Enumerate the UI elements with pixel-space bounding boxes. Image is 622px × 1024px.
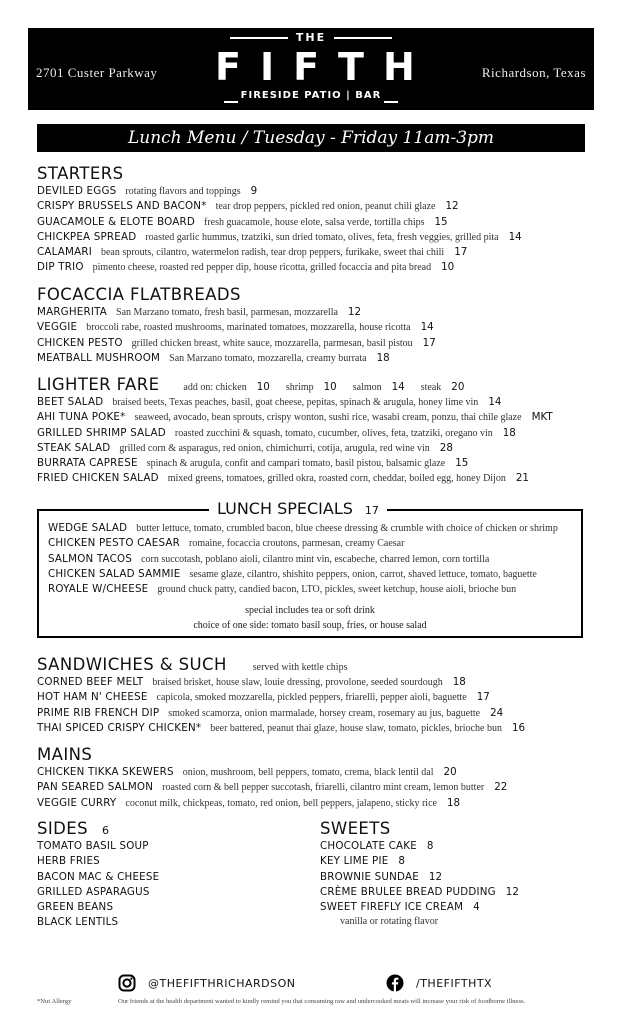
item-price: 14: [508, 230, 522, 243]
menu-item: [320, 870, 519, 885]
mains-section: [37, 745, 507, 811]
item-price: 18: [502, 426, 516, 439]
item-price: 22: [494, 781, 508, 794]
item-price: 18: [446, 796, 461, 809]
addon-price: 10: [256, 381, 270, 393]
menu-item: [37, 230, 522, 245]
sides-list: [37, 839, 159, 931]
item-description: capicola, smoked mozzarella, pickled peppers, friarelli, pepper aioli, baguette: [156, 692, 467, 704]
item-description: corn succotash, poblano aioli, cilantro mint vin, escabeche, charred lemon, corn tortilla: [141, 553, 490, 565]
sides-section: [37, 819, 159, 931]
item-name: CHICKEN SALAD SAMMIE: [48, 567, 181, 580]
item-price: 15: [455, 457, 469, 470]
lighter-fare-section: [37, 375, 553, 487]
item-price: 8: [398, 855, 405, 868]
item-price: 14: [488, 396, 502, 408]
item-description: spinach & arugula, confit and campari tomato, basil pistou, balsamic glaze: [146, 458, 446, 470]
logo-fifth: FIFTH: [215, 45, 434, 89]
menu-item: [37, 900, 159, 915]
item-name: MEATBALL MUSHROOM: [37, 351, 161, 364]
menu-item: [48, 536, 558, 551]
item-name: AHI TUNA POKE*: [37, 411, 126, 424]
item-name: GRILLED ASPARAGUS: [37, 885, 150, 898]
item-price: 8: [426, 840, 434, 852]
section-title: LIGHTER FARE: [37, 375, 160, 394]
allergy-note: *Nut Allergy: [37, 998, 72, 1005]
item-name: DIP TRIO: [37, 261, 84, 274]
item-price: 12: [505, 885, 519, 898]
menu-item: [37, 305, 436, 320]
item-price: 28: [439, 441, 453, 454]
item-description: rotating flavors and toppings: [125, 186, 241, 197]
instagram-handle: @THEFIFTHRICHARDSON: [148, 976, 296, 990]
lunch-specials-box: [37, 499, 583, 638]
item-name: DEVILED EGGS: [37, 185, 117, 197]
item-name: PAN SEARED SALMON: [37, 781, 154, 794]
starters-section: [37, 164, 522, 276]
item-description: grilled corn & asparagus, red onion, chimichurri, cotija, arugula, red wine vin: [119, 442, 430, 454]
menu-item: [37, 721, 525, 736]
item-name: THAI SPICED CRISPY CHICKEN*: [37, 721, 202, 734]
item-price: 12: [428, 870, 443, 883]
menu-item: [37, 426, 553, 441]
item-description: braised brisket, house slaw, louie dressing, provolone, seeded sourdough: [152, 677, 443, 688]
item-description: sesame glaze, cilantro, shishito peppers, onion, carrot, shaved lettuce, tomato, baguette: [189, 568, 537, 580]
menu-item: [37, 885, 159, 900]
menu-item: [320, 854, 519, 869]
section-title: SIDES: [37, 819, 88, 838]
address: 2701 Custer Parkway: [36, 65, 158, 80]
menu-item: [37, 780, 507, 795]
item-description: onion, mushroom, bell peppers, tomato, crema, black lentil dal: [182, 767, 434, 778]
item-name: ROYALE W/CHEESE: [48, 583, 149, 596]
item-description: San Marzano tomato, fresh basil, parmesan, mozzarella: [116, 307, 338, 318]
item-price: 4: [473, 901, 480, 914]
item-description: ground chuck patty, candied bacon, LTO, pickles, sweet ketchup, house aioli, brioche bun: [157, 584, 517, 596]
starters-list: [37, 184, 522, 276]
item-price: 21: [515, 472, 529, 485]
facebook-icon: [386, 974, 404, 992]
menu-item: [37, 471, 553, 486]
item-name: VEGGIE CURRY: [37, 796, 117, 809]
item-price: MKT: [531, 411, 553, 424]
logo: [196, 28, 434, 110]
footer: [0, 974, 622, 994]
menu-item: [37, 839, 159, 854]
item-name: CORNED BEEF MELT: [37, 676, 144, 688]
item-name: HERB FRIES: [37, 855, 100, 868]
menu-item: [320, 900, 519, 915]
item-name: SWEET FIREFLY ICE CREAM: [320, 901, 464, 914]
sweets-list: [320, 839, 519, 915]
item-name: KEY LIME PIE: [320, 855, 389, 868]
sandwiches-section: [37, 655, 525, 736]
addon-price: 14: [391, 381, 405, 393]
menu-item: [37, 320, 436, 335]
menu-item: [37, 456, 553, 471]
item-price: 17: [422, 336, 436, 349]
addon-options: [183, 382, 480, 393]
item-name: BROWNIE SUNDAE: [320, 870, 419, 883]
logo-the: THE: [295, 31, 327, 44]
menu-item: [37, 854, 159, 869]
item-description: seaweed, avocado, bean sprouts, crispy wonton, sushi rice, wasabi cream, ponzu, thai chile glaze: [134, 412, 522, 424]
item-name: CRÈME BRULEE BREAD PUDDING: [320, 885, 496, 898]
item-name: GUACAMOLE & ELOTE BOARD: [37, 215, 196, 228]
item-name: GREEN BEANS: [37, 901, 114, 914]
menu-item: [37, 395, 553, 410]
instagram-link[interactable]: [118, 974, 295, 992]
menu-item: [37, 184, 522, 199]
item-name: VEGGIE: [37, 321, 78, 334]
menu-item: [37, 690, 525, 705]
item-description: pimento cheese, roasted red pepper dip, house ricotta, grilled focaccia and pita bread: [92, 262, 432, 274]
item-name: STEAK SALAD: [37, 441, 111, 454]
specials-price: 17: [364, 504, 379, 517]
city: Richardson, Texas: [481, 65, 586, 80]
item-name: CHOCOLATE CAKE: [320, 840, 417, 852]
health-disclaimer: Our friends at the health department wanted to kindly remind you that consuming raw and undercooked meats will increase your risk of foodborne illness.: [118, 998, 526, 1005]
item-description: romaine, focaccia croutons, parmesan, creamy Caesar: [188, 538, 405, 550]
menu-item: [37, 199, 522, 214]
menu-item: [37, 675, 525, 690]
item-name: CHICKEN PESTO: [37, 336, 123, 349]
item-description: tear drop peppers, pickled red onion, peanut chili glaze: [215, 201, 436, 213]
menu-item: [37, 245, 522, 260]
flatbreads-section: [37, 285, 436, 366]
addon-label: add on: chicken: [183, 382, 247, 393]
menu-item: [48, 552, 558, 567]
menu-item: [37, 765, 507, 780]
item-name: CHICKEN PESTO CAESAR: [48, 537, 180, 550]
item-name: GRILLED SHRIMP SALAD: [37, 426, 166, 439]
lunch-banner: Lunch Menu / Tuesday - Friday 11am-3pm: [37, 124, 585, 152]
menu-item: [37, 260, 522, 275]
item-name: CRISPY BRUSSELS AND BACON*: [37, 200, 207, 213]
sandwiches-list: [37, 675, 525, 736]
item-name: BURRATA CAPRESE: [37, 457, 138, 470]
item-name: BLACK LENTILS: [37, 916, 119, 929]
item-description: coconut milk, chickpeas, tomato, red onion, bell peppers, jalapeno, sticky rice: [125, 797, 437, 809]
item-description: mixed greens, tomatoes, grilled okra, roasted corn, cheddar, boiled egg, honey Dijon: [167, 473, 506, 485]
item-name: SALMON TACOS: [48, 552, 133, 565]
sweets-section: [320, 819, 519, 929]
item-name: CHICKEN TIKKA SKEWERS: [37, 766, 174, 778]
item-description: San Marzano tomato, mozzarella, creamy burrata: [169, 352, 367, 364]
addon-label: salmon: [352, 382, 382, 393]
specials-side-note: choice of one side: tomato basil soup, fries, or house salad: [193, 620, 427, 631]
section-title: SWEETS: [320, 819, 391, 838]
item-price: 20: [443, 766, 457, 778]
item-name: WEDGE SALAD: [48, 522, 128, 534]
item-price: 16: [511, 721, 526, 734]
item-price: 17: [476, 691, 490, 704]
item-description: butter lettuce, tomato, crumbled bacon, blue cheese dressing & crumble with choice of chicken or shrimp: [136, 523, 558, 534]
item-name: FRIED CHICKEN SALAD: [37, 472, 159, 485]
item-name: HOT HAM N' CHEESE: [37, 691, 148, 704]
sides-price: 6: [101, 824, 109, 837]
item-price: 9: [250, 185, 258, 197]
menu-item: [48, 567, 558, 582]
item-price: 17: [454, 246, 468, 259]
menu-item: [37, 215, 522, 230]
item-name: BEET SALAD: [37, 396, 104, 408]
item-description: braised beets, Texas peaches, basil, goat cheese, pepitas, spinach & arugula, honey lime vin: [112, 397, 479, 408]
item-description: roasted corn & bell pepper succotash, friarelli, cilantro mint cream, lemon butter: [162, 782, 485, 794]
instagram-icon: [118, 974, 136, 992]
item-price: 10: [441, 261, 455, 274]
menu-item: [37, 336, 436, 351]
lunch-specials-label: [209, 498, 387, 522]
item-price: 15: [434, 215, 448, 228]
section-title: LUNCH SPECIALS: [217, 499, 353, 518]
menu-item: [37, 441, 553, 456]
sandwiches-note: served with kettle chips: [252, 662, 348, 673]
lighter-fare-list: [37, 395, 553, 487]
flatbreads-list: [37, 305, 436, 366]
item-description: roasted zucchini & squash, tomato, cucumber, olives, feta, tzatziki, oregano vin: [174, 427, 493, 439]
item-name: TOMATO BASIL SOUP: [37, 840, 149, 852]
item-name: CHICKPEA SPREAD: [37, 230, 137, 243]
item-price: 24: [490, 706, 504, 719]
menu-item: [37, 351, 436, 366]
item-description: smoked scamorza, onion marmalade, horsey cream, rosemary au jus, baguette: [168, 707, 481, 719]
item-price: 18: [452, 676, 466, 688]
menu-item: [48, 582, 558, 597]
menu-item: [37, 796, 507, 811]
item-name: BACON MAC & CHEESE: [37, 870, 160, 883]
menu-item: [320, 885, 519, 900]
section-title: FOCACCIA FLATBREADS: [37, 285, 241, 304]
item-description: roasted garlic hummus, tzatziki, sun dried tomato, olives, feta, fresh veggies, grilled pita: [145, 231, 499, 243]
section-title: MAINS: [37, 745, 93, 764]
addon-price: 20: [451, 381, 465, 393]
menu-item: [37, 915, 159, 930]
menu-item: [320, 839, 519, 854]
specials-list: [48, 521, 558, 597]
menu-item: [37, 706, 525, 721]
item-description: fresh guacamole, house elote, salsa verde, tortilla chips: [204, 216, 425, 228]
item-price: 12: [445, 200, 459, 213]
item-price: 12: [347, 306, 362, 318]
menu-item: [37, 410, 553, 425]
item-name: CALAMARI: [37, 246, 92, 259]
facebook-handle: /THEFIFTHTX: [416, 976, 493, 990]
sweets-note: vanilla or rotating flavor: [340, 916, 439, 928]
section-title: SANDWICHES & SUCH: [37, 655, 227, 674]
item-description: bean sprouts, cilantro, watermelon radish, tear drop peppers, furikake, sweet thai chili: [100, 247, 445, 259]
section-title: STARTERS: [37, 164, 124, 183]
facebook-link[interactable]: [386, 974, 492, 992]
menu-item: [37, 870, 159, 885]
mains-list: [37, 765, 507, 811]
addon-price: 10: [323, 381, 337, 393]
item-description: beer battered, peanut thai glaze, house slaw, tomato, pickles, brioche bun: [210, 722, 502, 734]
specials-note: special includes tea or soft drink: [245, 605, 375, 616]
item-name: PRIME RIB FRENCH DIP: [37, 706, 160, 719]
header-bar: [28, 28, 594, 110]
addon-label: shrimp: [285, 382, 314, 393]
menu-item: [48, 521, 558, 536]
item-name: MARGHERITA: [37, 306, 108, 318]
item-description: grilled chicken breast, white sauce, mozzarella, parmesan, basil pistou: [131, 337, 413, 349]
item-description: broccoli rabe, roasted mushrooms, marinated tomatoes, mozzarella, house ricotta: [86, 322, 411, 334]
item-price: 18: [376, 351, 390, 364]
logo-tagline: FIRESIDE PATIO | BAR: [240, 90, 382, 101]
item-price: 14: [420, 321, 434, 334]
addon-label: steak: [420, 382, 442, 393]
